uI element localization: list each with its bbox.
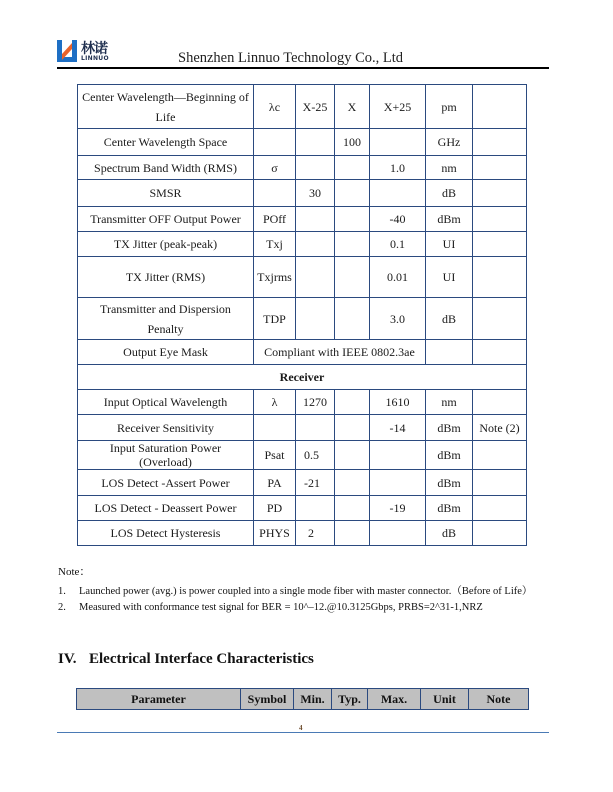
header-min: Min. bbox=[294, 689, 332, 710]
symbol-cell: TDP bbox=[254, 298, 296, 340]
typ-cell bbox=[335, 415, 370, 441]
param-cell: Receiver Sensitivity bbox=[78, 415, 254, 441]
unit-cell: pm bbox=[426, 85, 473, 129]
table-row bbox=[78, 257, 527, 298]
table-row bbox=[78, 129, 527, 156]
min-cell: -21 bbox=[296, 470, 335, 496]
symbol-cell: Txjrms bbox=[254, 257, 296, 298]
param-cell: Transmitter and Dispersion Penalty bbox=[78, 298, 254, 340]
note-cell bbox=[473, 156, 527, 180]
unit-cell: dB bbox=[426, 180, 473, 207]
param-cell: LOS Detect Hysteresis bbox=[78, 521, 254, 546]
table-row bbox=[78, 496, 527, 521]
typ-cell bbox=[335, 232, 370, 257]
page-number: 4 bbox=[299, 724, 303, 732]
header-parameter: Parameter bbox=[77, 689, 241, 710]
table-row bbox=[78, 85, 527, 129]
max-cell: -19 bbox=[370, 496, 426, 521]
note-cell bbox=[473, 257, 527, 298]
symbol-cell: PD bbox=[254, 496, 296, 521]
param-cell: LOS Detect -Assert Power bbox=[78, 470, 254, 496]
max-cell: 1.0 bbox=[370, 156, 426, 180]
typ-cell bbox=[335, 298, 370, 340]
typ-cell bbox=[335, 257, 370, 298]
merged-value-cell: Compliant with IEEE 0802.3ae bbox=[254, 340, 426, 365]
param-cell: TX Jitter (peak-peak) bbox=[78, 232, 254, 257]
company-logo bbox=[57, 38, 121, 64]
table-row bbox=[78, 441, 527, 470]
max-cell: -40 bbox=[370, 207, 426, 232]
unit-cell: dBm bbox=[426, 207, 473, 232]
typ-cell bbox=[335, 521, 370, 546]
param-cell: SMSR bbox=[78, 180, 254, 207]
note-cell bbox=[473, 129, 527, 156]
min-cell: 2 bbox=[296, 521, 335, 546]
max-cell: X+25 bbox=[370, 85, 426, 129]
param-cell: LOS Detect - Deassert Power bbox=[78, 496, 254, 521]
typ-cell bbox=[335, 180, 370, 207]
table-row bbox=[78, 521, 527, 546]
table-row bbox=[78, 180, 527, 207]
logo-english-text: LINNUO bbox=[81, 55, 109, 62]
section-title: Electrical Interface Characteristics bbox=[89, 651, 314, 667]
unit-cell: dB bbox=[426, 521, 473, 546]
note-text: Launched power (avg.) is power coupled into a single mode fiber with master connector.（Before of Life） bbox=[79, 586, 533, 597]
unit-cell: UI bbox=[426, 257, 473, 298]
min-cell: 0.5 bbox=[296, 441, 335, 470]
max-cell: 1610 bbox=[370, 390, 426, 415]
note-cell bbox=[473, 232, 527, 257]
typ-cell: X bbox=[335, 85, 370, 129]
min-cell: X-25 bbox=[296, 85, 335, 129]
symbol-cell: λc bbox=[254, 85, 296, 129]
note-item bbox=[58, 602, 483, 613]
table-row bbox=[78, 470, 527, 496]
param-cell: Center Wavelength—Beginning of Life bbox=[78, 85, 254, 129]
typ-cell bbox=[335, 496, 370, 521]
unit-cell: dBm bbox=[426, 415, 473, 441]
header-symbol: Symbol bbox=[241, 689, 294, 710]
note-item bbox=[58, 583, 532, 598]
notes-title: Note： bbox=[58, 566, 91, 578]
unit-cell: nm bbox=[426, 156, 473, 180]
typ-cell bbox=[335, 390, 370, 415]
note-cell bbox=[473, 470, 527, 496]
typ-cell bbox=[335, 470, 370, 496]
min-cell bbox=[296, 496, 335, 521]
note-cell bbox=[473, 390, 527, 415]
table-row bbox=[78, 298, 527, 340]
min-cell bbox=[296, 156, 335, 180]
note-cell bbox=[473, 180, 527, 207]
table-row bbox=[78, 232, 527, 257]
max-cell bbox=[370, 441, 426, 470]
max-cell bbox=[370, 129, 426, 156]
note-text: Measured with conformance test signal for BER = 10^–12.@10.3125Gbps, PRBS=2^31-1,NRZ bbox=[79, 602, 483, 613]
param-cell: Transmitter OFF Output Power bbox=[78, 207, 254, 232]
symbol-cell: λ bbox=[254, 390, 296, 415]
table-row bbox=[78, 340, 527, 365]
footer-divider bbox=[57, 732, 549, 733]
symbol-cell: Psat bbox=[254, 441, 296, 470]
min-cell bbox=[296, 232, 335, 257]
min-cell: 1270 bbox=[296, 390, 335, 415]
note-number: 2. bbox=[58, 602, 66, 613]
table-row bbox=[78, 390, 527, 415]
unit-cell: dBm bbox=[426, 470, 473, 496]
max-cell: 0.01 bbox=[370, 257, 426, 298]
param-cell: TX Jitter (RMS) bbox=[78, 257, 254, 298]
header-divider bbox=[57, 67, 549, 69]
logo-chinese-text: 林诺 bbox=[81, 41, 107, 57]
typ-cell: 100 bbox=[335, 129, 370, 156]
param-cell: Output Eye Mask bbox=[78, 340, 254, 365]
param-cell: Input Saturation Power (Overload) bbox=[78, 441, 254, 470]
company-name: Shenzhen Linnuo Technology Co., Ltd bbox=[178, 50, 404, 66]
note-cell bbox=[473, 521, 527, 546]
table-row bbox=[78, 156, 527, 180]
max-cell bbox=[370, 180, 426, 207]
note-cell bbox=[473, 496, 527, 521]
typ-cell bbox=[335, 441, 370, 470]
note-cell bbox=[473, 85, 527, 129]
note-cell bbox=[473, 207, 527, 232]
header-typ: Typ. bbox=[332, 689, 368, 710]
table-row bbox=[78, 207, 527, 232]
section-heading bbox=[58, 651, 314, 668]
param-cell: Center Wavelength Space bbox=[78, 129, 254, 156]
table-header-row bbox=[77, 689, 529, 710]
max-cell bbox=[370, 470, 426, 496]
param-cell: Input Optical Wavelength bbox=[78, 390, 254, 415]
section-row bbox=[78, 365, 527, 390]
symbol-cell bbox=[254, 415, 296, 441]
symbol-cell bbox=[254, 129, 296, 156]
min-cell: 30 bbox=[296, 180, 335, 207]
receiver-section-header: Receiver bbox=[78, 365, 527, 390]
unit-cell bbox=[426, 340, 473, 365]
unit-cell: dBm bbox=[426, 496, 473, 521]
symbol-cell: PA bbox=[254, 470, 296, 496]
unit-cell: GHz bbox=[426, 129, 473, 156]
linnuo-logo-icon bbox=[57, 40, 77, 62]
note-cell bbox=[473, 340, 527, 365]
typ-cell bbox=[335, 207, 370, 232]
param-cell: Spectrum Band Width (RMS) bbox=[78, 156, 254, 180]
note-number: 1. bbox=[58, 586, 66, 597]
note-cell: Note (2) bbox=[473, 415, 527, 441]
symbol-cell: σ bbox=[254, 156, 296, 180]
min-cell bbox=[296, 129, 335, 156]
header-note: Note bbox=[469, 689, 529, 710]
symbol-cell bbox=[254, 180, 296, 207]
note-cell bbox=[473, 441, 527, 470]
min-cell bbox=[296, 207, 335, 232]
unit-cell: dB bbox=[426, 298, 473, 340]
unit-cell: dBm bbox=[426, 441, 473, 470]
unit-cell: nm bbox=[426, 390, 473, 415]
header-unit: Unit bbox=[421, 689, 469, 710]
symbol-cell: PHYS bbox=[254, 521, 296, 546]
symbol-cell: Txj bbox=[254, 232, 296, 257]
min-cell bbox=[296, 415, 335, 441]
max-cell: 0.1 bbox=[370, 232, 426, 257]
electrical-spec-table bbox=[76, 688, 529, 710]
section-number: IV. bbox=[58, 651, 77, 667]
header-max: Max. bbox=[368, 689, 421, 710]
max-cell: -14 bbox=[370, 415, 426, 441]
max-cell: 3.0 bbox=[370, 298, 426, 340]
min-cell bbox=[296, 298, 335, 340]
min-cell bbox=[296, 257, 335, 298]
max-cell bbox=[370, 521, 426, 546]
symbol-cell: POff bbox=[254, 207, 296, 232]
note-cell bbox=[473, 298, 527, 340]
table-row bbox=[78, 415, 527, 441]
optical-spec-table bbox=[77, 84, 527, 546]
unit-cell: UI bbox=[426, 232, 473, 257]
typ-cell bbox=[335, 156, 370, 180]
